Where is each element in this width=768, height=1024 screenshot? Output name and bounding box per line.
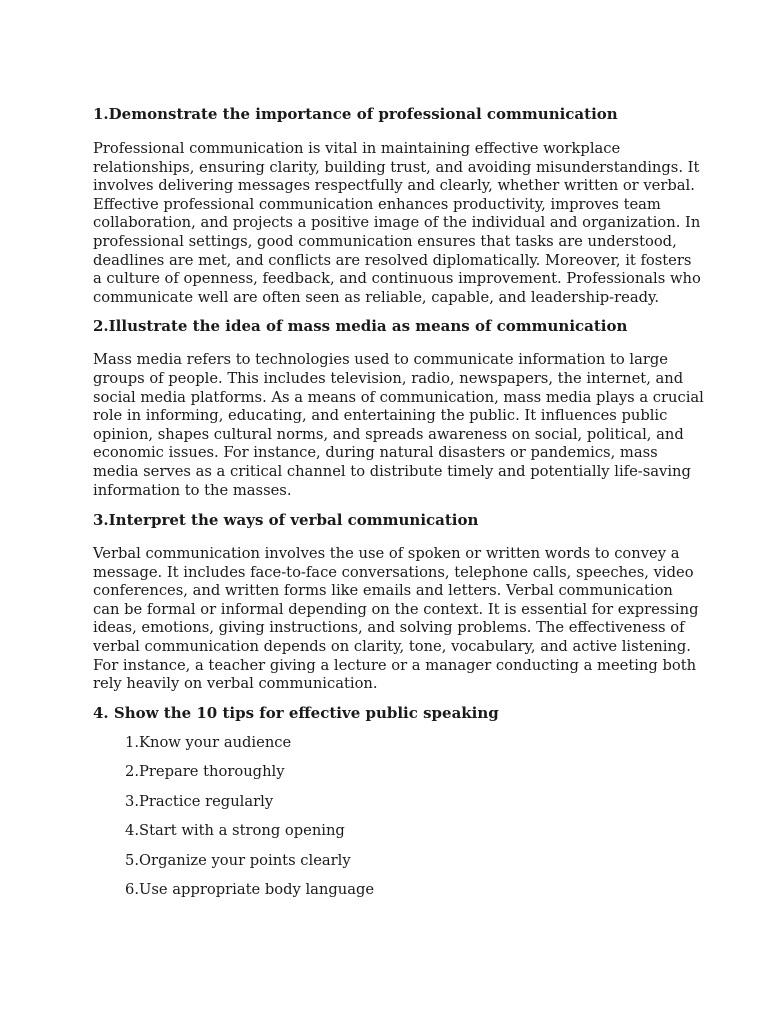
paragraph-line: Verbal communication involves the use of spoken or written words to convey a	[93, 545, 680, 563]
paragraph-line: a culture of openness, feedback, and continuous improvement. Professionals who	[93, 270, 701, 288]
paragraph-line: conferences, and written forms like emails and letters. Verbal communication	[93, 582, 673, 600]
section-heading-public-speaking-tips: 4. Show the 10 tips for effective public speaking	[93, 703, 499, 722]
paragraph-mass-media	[93, 351, 704, 500]
paragraph-line: Effective professional communication enhances productivity, improves team	[93, 195, 661, 213]
paragraph-professional-communication	[93, 140, 701, 307]
section-heading-verbal-communication: 3.Interpret the ways of verbal communication	[93, 511, 479, 530]
paragraph-line: role in informing, educating, and entertaining the public. It influences public	[93, 407, 668, 425]
paragraph-line: rely heavily on verbal communication.	[93, 675, 378, 693]
paragraph-line: communicate well are often seen as reliable, capable, and leadership-ready.	[93, 288, 660, 306]
paragraph-line: information to the masses.	[93, 481, 292, 499]
section-heading-professional-communication: 1.Demonstrate the importance of professional communication	[93, 105, 618, 123]
paragraph-line: involves delivering messages respectfully and clearly, whether written or verbal.	[93, 177, 695, 195]
section-heading-mass-media: 2.Illustrate the idea of mass media as means of communication	[93, 317, 628, 336]
paragraph-line: can be formal or informal depending on the context. It is essential for expressing	[93, 600, 699, 618]
list-item: 5.Organize your points clearly	[125, 851, 351, 869]
tips-list	[93, 733, 683, 900]
paragraph-line: opinion, shapes cultural norms, and spreads awareness on social, political, and	[93, 425, 684, 443]
paragraph-line: economic issues. For instance, during natural disasters or pandemics, mass	[93, 444, 658, 462]
paragraph-line: ideas, emotions, giving instructions, and solving problems. The effectiveness of	[93, 619, 685, 637]
paragraph-line: verbal communication depends on clarity, tone, vocabulary, and active listening.	[93, 638, 691, 656]
paragraph-line: relationships, ensuring clarity, building trust, and avoiding misunderstandings. It	[93, 158, 700, 176]
paragraph-line: social media platforms. As a means of communication, mass media plays a crucial	[93, 388, 704, 406]
paragraph-line: professional settings, good communication ensures that tasks are understood,	[93, 232, 677, 250]
list-item: 4.Start with a strong opening	[125, 822, 345, 840]
paragraph-line: message. It includes face-to-face conversations, telephone calls, speeches, video	[93, 563, 694, 581]
list-item: 1.Know your audience	[125, 733, 292, 751]
paragraph-line: collaboration, and projects a positive image of the individual and organization. In	[93, 214, 701, 232]
paragraph-verbal-communication	[93, 545, 699, 694]
list-item: 3.Practice regularly	[125, 792, 274, 810]
paragraph-line: groups of people. This includes television, radio, newspapers, the internet, and	[93, 369, 684, 387]
paragraph-line: deadlines are met, and conflicts are resolved diplomatically. Moreover, it fosters	[93, 251, 692, 269]
list-item: 6.Use appropriate body language	[125, 881, 375, 899]
paragraph-line: media serves as a critical channel to distribute timely and potentially life-saving	[93, 462, 691, 480]
paragraph-line: For instance, a teacher giving a lecture or a manager conducting a meeting both	[93, 656, 697, 674]
list-item: 2.Prepare thoroughly	[125, 763, 285, 781]
document-page	[93, 104, 704, 910]
paragraph-line: Professional communication is vital in maintaining effective workplace	[93, 140, 621, 157]
paragraph-line: Mass media refers to technologies used to communicate information to large	[93, 351, 668, 369]
